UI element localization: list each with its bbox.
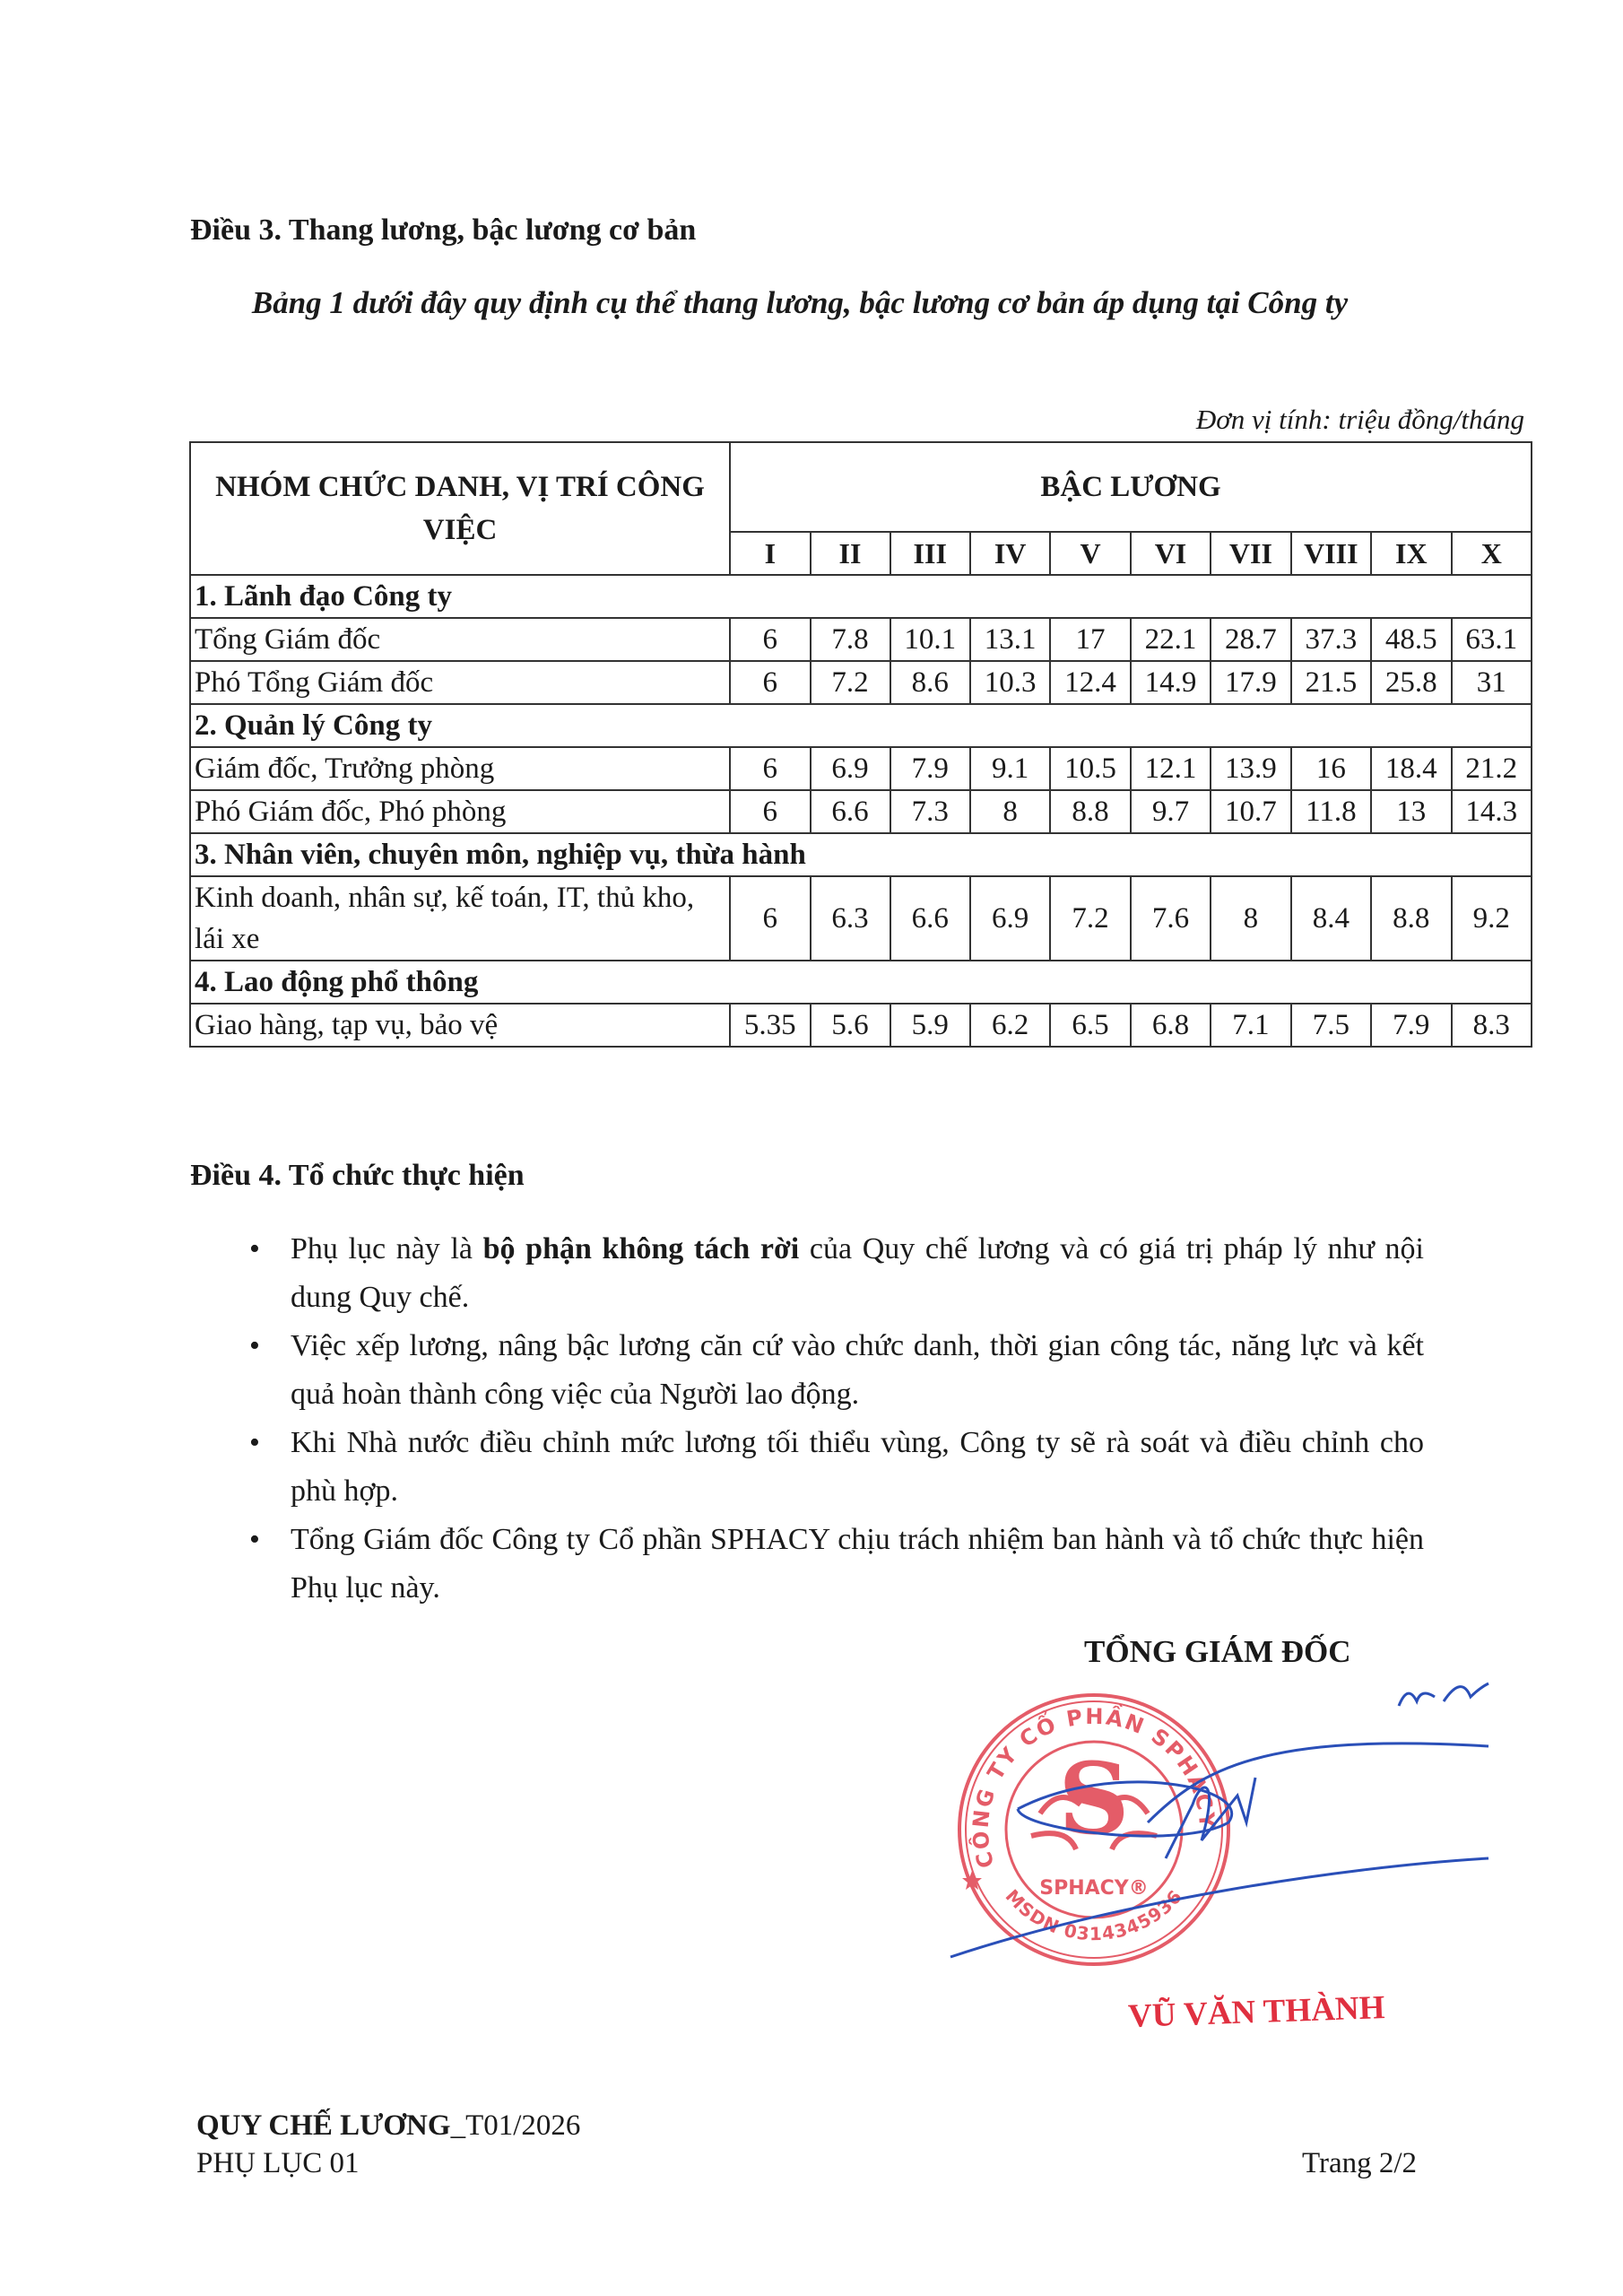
salary-cell: 6.9 [811, 747, 890, 790]
group-title: 1. Lãnh đạo Công ty [190, 575, 1532, 618]
salary-cell: 13 [1371, 790, 1451, 833]
salary-cell: 8.6 [890, 661, 970, 704]
salary-cell: 9.1 [970, 747, 1050, 790]
list-item [249, 1516, 1424, 1613]
salary-cell: 7.9 [1371, 1004, 1451, 1047]
salary-cell: 6.6 [811, 790, 890, 833]
salary-cell: 10.1 [890, 618, 970, 661]
salary-cell: 6.5 [1050, 1004, 1130, 1047]
salary-cell: 11.8 [1291, 790, 1371, 833]
group-row [190, 704, 1532, 747]
salary-cell: 17 [1050, 618, 1130, 661]
company-stamp [959, 1695, 1228, 1964]
salary-cell: 6 [730, 661, 810, 704]
stamp-outer-text: CÔNG TY CỔ PHẦN SPHACY [968, 1703, 1220, 1871]
salary-cell: 8.3 [1452, 1004, 1532, 1047]
salary-cell: 7.3 [890, 790, 970, 833]
salary-cell: 17.9 [1211, 661, 1290, 704]
salary-cell: 7.9 [890, 747, 970, 790]
salary-cell: 6 [730, 876, 810, 961]
group-title: 2. Quản lý Công ty [190, 704, 1532, 747]
salary-cell: 5.6 [811, 1004, 890, 1047]
salary-cell: 37.3 [1291, 618, 1371, 661]
salary-cell: 7.5 [1291, 1004, 1371, 1047]
position-label: Tổng Giám đốc [190, 618, 730, 661]
salary-cell: 5.35 [730, 1004, 810, 1047]
position-label: Kinh doanh, nhân sự, kế toán, IT, thủ kho, lái xe [190, 876, 730, 961]
group-title: 3. Nhân viên, chuyên môn, nghiệp vụ, thừa hành [190, 833, 1532, 876]
grade-header-II: II [811, 532, 890, 575]
salary-cell: 12.1 [1131, 747, 1211, 790]
salary-cell: 6.8 [1131, 1004, 1211, 1047]
salary-cell: 6 [730, 747, 810, 790]
document-code [196, 2109, 580, 2143]
grade-header-III: III [890, 532, 970, 575]
salary-cell: 13.1 [970, 618, 1050, 661]
grade-header-VIII: VIII [1291, 532, 1371, 575]
table-row [190, 1004, 1532, 1047]
salary-cell: 6.2 [970, 1004, 1050, 1047]
list-item [249, 1419, 1424, 1516]
bullet-text: Phụ lục này là [291, 1232, 483, 1265]
page-number: Trang 2/2 [1302, 2147, 1418, 2179]
salary-cell: 16 [1291, 747, 1371, 790]
bullet-text-rest: của Quy chế lương và có giá trị pháp lý như nội dung Quy chế. [291, 1232, 1424, 1314]
salary-cell: 10.3 [970, 661, 1050, 704]
stamp-logo-letter: S [1058, 1741, 1130, 1857]
salary-cell: 7.1 [1211, 1004, 1290, 1047]
salary-cell: 31 [1452, 661, 1532, 704]
salary-scale-table [189, 441, 1532, 1048]
salary-cell: 13.9 [1211, 747, 1290, 790]
unit-label: Đơn vị tính: triệu đồng/tháng [1195, 404, 1524, 435]
salary-cell: 8.8 [1050, 790, 1130, 833]
salary-cell: 7.2 [811, 661, 890, 704]
salary-cell: 6.3 [811, 876, 890, 961]
signatory-name: VŨ VĂN THÀNH [1127, 1989, 1386, 2035]
salary-cell: 21.5 [1291, 661, 1371, 704]
signatory-title: TỔNG GIÁM ĐỐC [1084, 1634, 1351, 1669]
salary-cell: 5.9 [890, 1004, 970, 1047]
salary-cell: 6 [730, 790, 810, 833]
document-code-bold: QUY CHẾ LƯƠNG [196, 2109, 451, 2142]
salary-cell: 21.2 [1452, 747, 1532, 790]
salary-cell: 25.8 [1371, 661, 1451, 704]
document-code-suffix: _T01/2026 [450, 2109, 581, 2142]
bullet-text: Tổng Giám đốc Công ty Cổ phần SPHACY chịu trách nhiệm ban hành và tổ chức thực hiện Phụ lục này. [291, 1523, 1424, 1605]
grade-header-IX: IX [1371, 532, 1451, 575]
grade-header-VI: VI [1131, 532, 1211, 575]
table-row [190, 876, 1532, 961]
grade-header-I: I [730, 532, 810, 575]
table-row [190, 747, 1532, 790]
position-label: Giám đốc, Trưởng phòng [190, 747, 730, 790]
salary-cell: 8 [970, 790, 1050, 833]
salary-cell: 12.4 [1050, 661, 1130, 704]
salary-grade-header: BẬC LƯƠNG [730, 442, 1532, 532]
salary-cell: 10.5 [1050, 747, 1130, 790]
grade-header-V: V [1050, 532, 1130, 575]
salary-cell: 63.1 [1452, 618, 1532, 661]
group-row [190, 833, 1532, 876]
salary-cell: 7.6 [1131, 876, 1211, 961]
list-item [249, 1225, 1424, 1322]
bullet-text: Việc xếp lương, nâng bậc lương căn cứ vào chức danh, thời gian công tác, năng lực và kết quả hoàn thành công việc của Người lao động. [291, 1329, 1424, 1411]
implementation-list [249, 1225, 1424, 1613]
bullet-text: Khi Nhà nước điều chỉnh mức lương tối thiểu vùng, Công ty sẽ rà soát và điều chỉnh cho phù hợp. [291, 1426, 1424, 1508]
table-row [190, 661, 1532, 704]
salary-cell: 6 [730, 618, 810, 661]
salary-cell: 14.3 [1452, 790, 1532, 833]
stamp-bottom-text: MSDN 0314345936 [1001, 1884, 1187, 1945]
position-label: Phó Giám đốc, Phó phòng [190, 790, 730, 833]
bullet-bold-text: bộ phận không tách rời [482, 1232, 800, 1265]
salary-cell: 22.1 [1131, 618, 1211, 661]
bullet-icon: • [249, 1232, 260, 1265]
salary-cell: 10.7 [1211, 790, 1290, 833]
grade-header-X: X [1452, 532, 1532, 575]
list-item [249, 1322, 1424, 1419]
article-4-title: Điều 4. Tổ chức thực hiện [190, 1159, 525, 1192]
grade-header-IV: IV [970, 532, 1050, 575]
bullet-icon: • [249, 1329, 260, 1362]
table-caption: Bảng 1 dưới đây quy định cụ thể thang lương, bậc lương cơ bản áp dụng tại Công ty [251, 285, 1349, 320]
salary-cell: 7.8 [811, 618, 890, 661]
company-stamp-and-signature [933, 1679, 1524, 1980]
position-label: Giao hàng, tạp vụ, bảo vệ [190, 1004, 730, 1047]
salary-cell: 48.5 [1371, 618, 1451, 661]
table-row [190, 790, 1532, 833]
salary-cell: 6.9 [970, 876, 1050, 961]
appendix-label: PHỤ LỤC 01 [196, 2147, 360, 2179]
stamp-brand: SPHACY® [1039, 1877, 1149, 1900]
salary-cell: 28.7 [1211, 618, 1290, 661]
group-row [190, 961, 1532, 1004]
group-title: 4. Lao động phổ thông [190, 961, 1532, 1004]
salary-cell: 8.8 [1371, 876, 1451, 961]
position-group-header: NHÓM CHỨC DANH, VỊ TRÍ CÔNG VIỆC [190, 442, 730, 575]
position-label: Phó Tổng Giám đốc [190, 661, 730, 704]
salary-cell: 14.9 [1131, 661, 1211, 704]
grade-header-VII: VII [1211, 532, 1290, 575]
salary-cell: 7.2 [1050, 876, 1130, 961]
bullet-icon: • [249, 1523, 260, 1556]
salary-cell: 9.2 [1452, 876, 1532, 961]
article-3-title: Điều 3. Thang lương, bậc lương cơ bản [190, 213, 697, 247]
salary-cell: 9.7 [1131, 790, 1211, 833]
table-row [190, 618, 1532, 661]
salary-cell: 18.4 [1371, 747, 1451, 790]
salary-cell: 8.4 [1291, 876, 1371, 961]
group-row [190, 575, 1532, 618]
salary-cell: 8 [1211, 876, 1290, 961]
bullet-icon: • [249, 1426, 260, 1459]
salary-cell: 6.6 [890, 876, 970, 961]
